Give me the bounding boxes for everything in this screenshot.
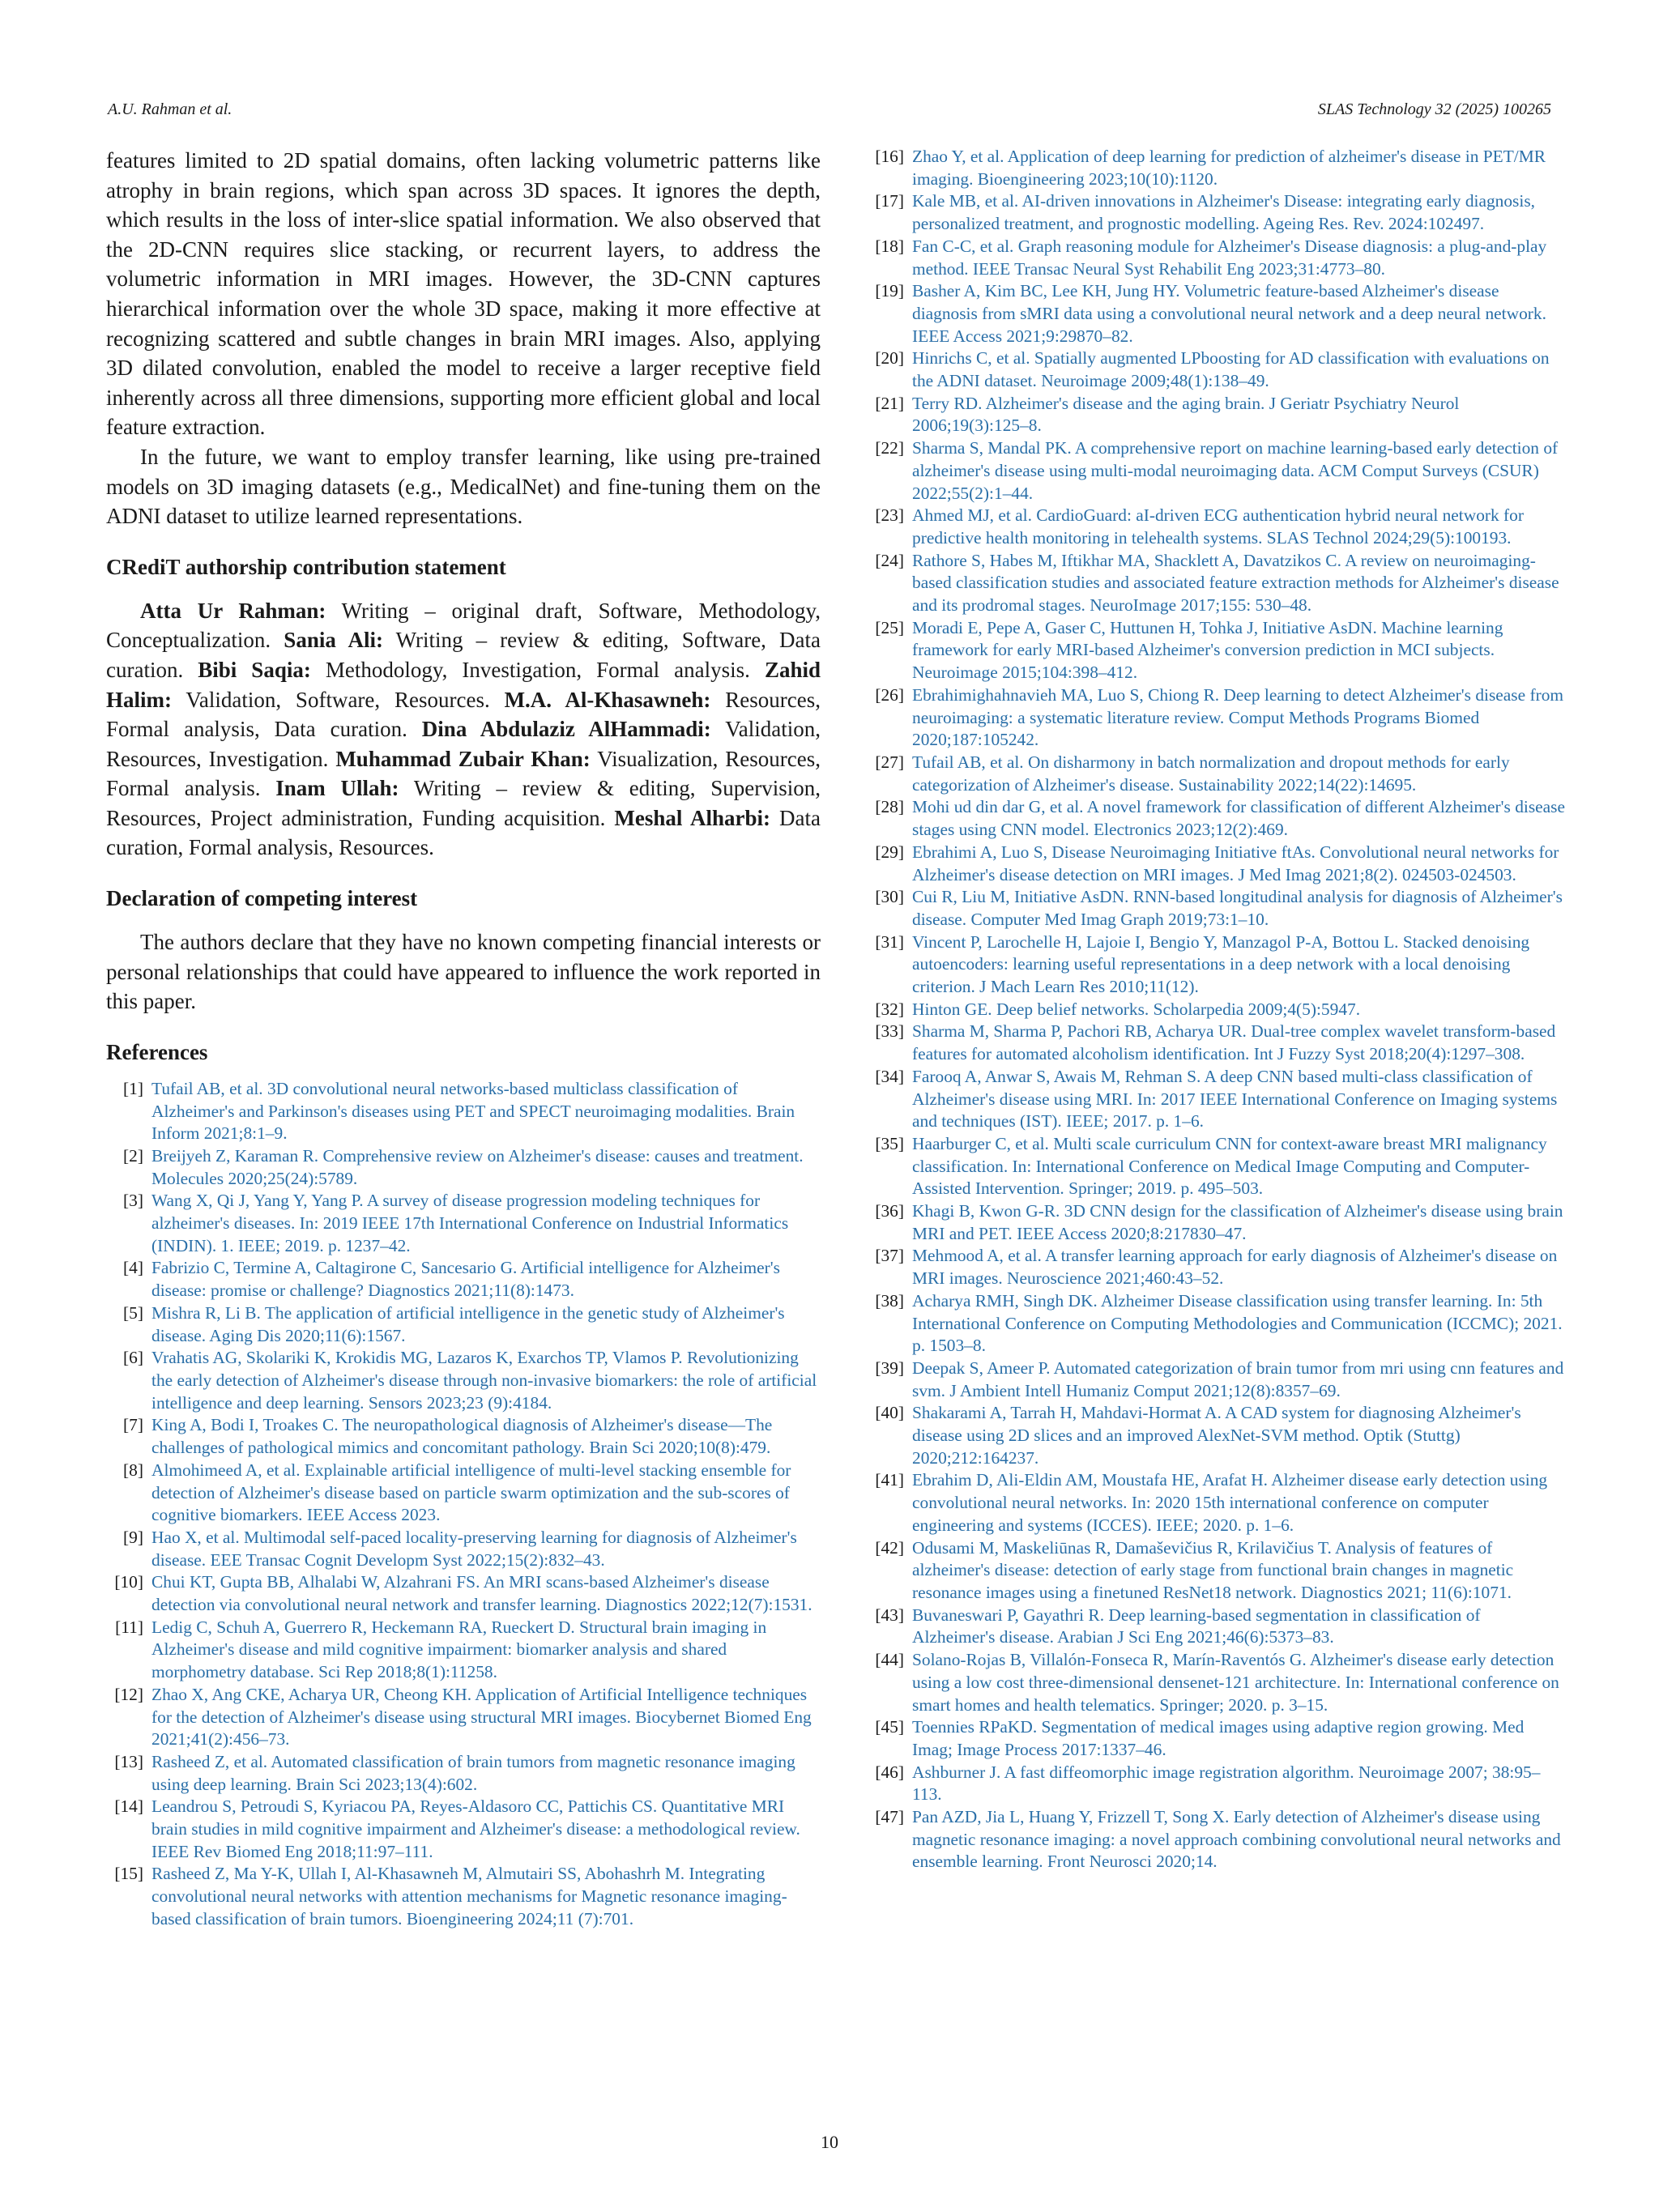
reference-item: [867, 1806, 1565, 1873]
reference-item: [867, 999, 1565, 1021]
reference-link[interactable]: Sharma S, Mandal PK. A comprehensive report on machine learning-based early detection of alzheimer's disease using multi-modal neuroimaging data. ACM Comput Surveys (CSUR) 2022;55(2):1–44.: [912, 438, 1559, 503]
reference-link[interactable]: Almohimeed A, et al. Explainable artificial intelligence of multi-level stacking ensemble for detection of Alzheimer's disease based on particle swarm optimization and the sub-scores of cognitive biomarkers. IEEE Access 2023.: [151, 1460, 791, 1525]
reference-link[interactable]: Basher A, Kim BC, Lee KH, Jung HY. Volumetric feature-based Alzheimer's disease diagnosis from sMRI data using a convolutional neural network and a deep neural network. IEEE Access 2021;9:29870–82.: [912, 281, 1546, 346]
reference-item: [106, 1751, 821, 1796]
credit-author-roles: Methodology, Investigation, Formal analysis.: [310, 657, 765, 682]
reference-list-left: [106, 1078, 821, 1931]
reference-number: [47]: [875, 1807, 904, 1827]
reference-link[interactable]: Acharya RMH, Singh DK. Alzheimer Disease classification using transfer learning. In: 5th International Conference on Computing Methodologies and Communication (ICCMC); 2021. p. 1503–8.: [912, 1290, 1563, 1356]
reference-item: [106, 1460, 821, 1527]
reference-link[interactable]: Khagi B, Kwon G-R. 3D CNN design for the classification of Alzheimer's disease using brain MRI and PET. IEEE Access 2020;8:217830–47.: [912, 1201, 1563, 1243]
reference-number: [20]: [875, 348, 904, 369]
reference-number: [32]: [875, 999, 904, 1019]
reference-item: [106, 1684, 821, 1751]
reference-item: [106, 1571, 821, 1616]
reference-number: [26]: [875, 684, 904, 705]
reference-item: [867, 1290, 1565, 1357]
reference-number: [36]: [875, 1201, 904, 1221]
reference-number: [31]: [875, 931, 904, 952]
reference-number: [28]: [875, 797, 904, 817]
reference-link[interactable]: Ahmed MJ, et al. CardioGuard: aI-driven ECG authentication hybrid neural network for predictive health monitoring in telehealth systems. SLAS Technol 2024;29(5):100193.: [912, 505, 1524, 548]
reference-link[interactable]: Ledig C, Schuh A, Guerrero R, Heckemann RA, Rueckert D. Structural brain imaging in Alzheimer's disease and mild cognitive impairment: biomarker analysis and shared morphometry database. Sci Rep 2018;8(1):11258.: [151, 1617, 767, 1682]
reference-number: [22]: [875, 438, 904, 458]
reference-number: [7]: [123, 1415, 143, 1435]
credit-author-name: Dina Abdulaziz AlHammadi:: [421, 717, 711, 742]
reference-link[interactable]: Hao X, et al. Multimodal self-paced locality-preserving learning for diagnosis of Alzheimer's disease. EEE Transac Cognit Developm Syst 2022;15(2):832–43.: [151, 1527, 797, 1570]
reference-link[interactable]: Vincent P, Larochelle H, Lajoie I, Bengio Y, Manzagol P-A, Bottou L. Stacked denoising autoencoders: learning useful representations in a deep network with a local denoising criterion. J Mach Learn Res 2010;11(12).: [912, 931, 1530, 997]
reference-item: [106, 1347, 821, 1414]
reference-link[interactable]: Terry RD. Alzheimer's disease and the aging brain. J Geriatr Psychiatry Neurol 2006;19(3):125–8.: [912, 393, 1460, 436]
reference-number: [30]: [875, 887, 904, 907]
body-paragraph: In the future, we want to employ transfer learning, like using pre-trained models on 3D imaging datasets (e.g., MedicalNet) and fine-tuning them on the ADNI dataset to utilize learned representations.: [106, 444, 821, 529]
reference-link[interactable]: Moradi E, Pepe A, Gaser C, Huttunen H, Tohka J, Initiative AsDN. Machine learning framework for early MRI-based Alzheimer's conversion prediction in MCI subjects. Neuroimage 2015;104:398–412.: [912, 617, 1503, 683]
reference-number: [35]: [875, 1133, 904, 1153]
reference-item: [867, 236, 1565, 280]
reference-item: [106, 1414, 821, 1459]
reference-link[interactable]: Hinton GE. Deep belief networks. Scholarpedia 2009;4(5):5947.: [912, 999, 1361, 1019]
credit-author-name: Muhammad Zubair Khan:: [335, 746, 591, 771]
reference-link[interactable]: Deepak S, Ameer P. Automated categorization of brain tumor from mri using cnn features and svm. J Ambient Intell Humaniz Comput 2021;12(8):8357–69.: [912, 1357, 1564, 1400]
reference-item: [106, 1190, 821, 1257]
reference-link[interactable]: Shakarami A, Tarrah H, Mahdavi-Hormat A. A CAD system for diagnosing Alzheimer's disease using 2D slices and an improved AlexNet-SVM method. Optik (Stuttg) 2020;212:164237.: [912, 1403, 1521, 1468]
reference-link[interactable]: Hinrichs C, et al. Spatially augmented LPboosting for AD classification with evaluations on the ADNI dataset. Neuroimage 2009;48(1):138–49.: [912, 348, 1550, 391]
reference-number: [19]: [875, 281, 904, 301]
reference-number: [14]: [114, 1796, 143, 1817]
reference-item: [867, 1649, 1565, 1716]
reference-link[interactable]: Rasheed Z, Ma Y-K, Ullah I, Al-Khasawneh M, Almutairi SS, Abohashrh M. Integrating convolutional neural networks with attention mechanisms for Magnetic resonance imaging-based classification of brain tumors. Bioengineering 2024;11 (7):701.: [151, 1864, 787, 1929]
reference-number: [4]: [123, 1258, 143, 1278]
reference-number: [10]: [114, 1572, 143, 1592]
reference-item: [867, 1245, 1565, 1289]
reference-number: [40]: [875, 1403, 904, 1423]
reference-item: [867, 393, 1565, 437]
left-column: [106, 146, 821, 1931]
reference-item: [867, 550, 1565, 617]
reference-item: [867, 280, 1565, 347]
reference-link[interactable]: Tufail AB, et al. 3D convolutional neural networks-based multiclass classification of Alzheimer's and Parkinson's diseases using PET and SPECT neuroimaging modalities. Brain Inform 2021;8:1–9.: [151, 1078, 795, 1144]
page-number: 10: [821, 2132, 838, 2152]
reference-item: [867, 190, 1565, 235]
reference-item: [867, 437, 1565, 505]
reference-item: [106, 1796, 821, 1863]
credit-author-name: Inam Ullah:: [275, 776, 399, 801]
credit-statement: [106, 596, 821, 863]
credit-author-name: Meshal Alharbi:: [614, 805, 770, 830]
reference-list-right: [867, 146, 1565, 1873]
reference-item: [867, 1133, 1565, 1200]
reference-item: [867, 1469, 1565, 1536]
credit-heading: CRediT authorship contribution statement: [106, 554, 506, 579]
reference-link[interactable]: Rasheed Z, et al. Automated classification of brain tumors from magnetic resonance imaging using deep learning. Brain Sci 2023;13(4):602.: [151, 1751, 795, 1794]
reference-item: [867, 796, 1565, 841]
reference-item: [867, 1762, 1565, 1806]
reference-link[interactable]: Mohi ud din dar G, et al. A novel framework for classification of different Alzheimer's disease stages using CNN model. Electronics 2023;12(2):469.: [912, 797, 1565, 840]
reference-number: [24]: [875, 550, 904, 570]
reference-number: [18]: [875, 236, 904, 256]
reference-item: [867, 752, 1565, 796]
reference-item: [106, 1863, 821, 1930]
reference-link[interactable]: Fabrizio C, Termine A, Caltagirone C, Sancesario G. Artificial intelligence for Alzheimer's disease: promise or challenge? Diagnostics 2021;11(8):1473.: [151, 1258, 780, 1301]
reference-link[interactable]: Rathore S, Habes M, Iftikhar MA, Shacklett A, Davatzikos C. A review on neuroimaging-based classification studies and associated feature extraction methods for Alzheimer's disease and its prodromal stages. NeuroImage 2017;155: 530–48.: [912, 550, 1559, 616]
reference-number: [15]: [114, 1864, 143, 1884]
credit-author-roles: Writing – review & editing, Supervision, Resources, Project administration, Funding acquisition.: [106, 776, 821, 830]
reference-item: [867, 617, 1565, 684]
reference-item: [867, 1357, 1565, 1402]
reference-link[interactable]: Chui KT, Gupta BB, Alhalabi W, Alzahrani FS. An MRI scans-based Alzheimer's disease detection via convolutional neural network and transfer learning. Diagnostics 2022;12(7):1531.: [151, 1572, 812, 1615]
reference-number: [43]: [875, 1605, 904, 1625]
references-heading: References: [106, 1039, 208, 1064]
reference-number: [45]: [875, 1717, 904, 1737]
reference-link[interactable]: Mehmood A, et al. A transfer learning approach for early diagnosis of Alzheimer's disease on MRI images. Neuroscience 2021;460:43–52.: [912, 1246, 1558, 1289]
reference-item: [867, 684, 1565, 752]
credit-author-name: Sania Ali:: [284, 628, 383, 653]
reference-link[interactable]: Breijyeh Z, Karaman R. Comprehensive review on Alzheimer's disease: causes and treatment. Molecules 2020;25(24):5789.: [151, 1145, 804, 1188]
reference-number: [8]: [123, 1460, 143, 1480]
credit-author-roles: Validation, Software, Resources.: [172, 687, 505, 712]
declaration-text: The authors declare that they have no known competing financial interests or personal relationships that could have appeared to influence the work reported in this paper.: [106, 930, 821, 1014]
reference-item: [106, 1145, 821, 1190]
reference-number: [17]: [875, 191, 904, 211]
reference-link[interactable]: Ebrahimi A, Luo S, Disease Neuroimaging Initiative ftAs. Convolutional neural networks for Alzheimer's disease detection on MRI images. J Med Imag 2021;8(2). 024503-024503.: [912, 842, 1559, 884]
reference-number: [9]: [123, 1527, 143, 1547]
credit-author-roles: Writing – review & editing, Software, Data curation.: [106, 628, 821, 682]
reference-item: [106, 1527, 821, 1571]
reference-item: [867, 505, 1565, 549]
reference-link[interactable]: Odusami M, Maskeliūnas R, Damaševičius R, Krilavičius T. Analysis of features of alzheimer's disease: detection of early stage from functional brain changes in magnetic resonance images using a finetuned ResNet18 network. Diagnostics 2021; 11(6):1071.: [912, 1537, 1514, 1602]
reference-number: [46]: [875, 1762, 904, 1782]
credit-author-name: Zahid Halim:: [106, 657, 821, 712]
right-column: [867, 146, 1565, 1873]
reference-item: [867, 1200, 1565, 1245]
reference-link[interactable]: Fan C-C, et al. Graph reasoning module for Alzheimer's Disease diagnosis: a plug-and-play method. IEEE Transac Neural Syst Rehabilit Eng 2023;31:4773–80.: [912, 236, 1547, 279]
reference-link[interactable]: Ebrahimighahnavieh MA, Luo S, Chiong R. Deep learning to detect Alzheimer's disease from neuroimaging: a systematic literature review. Comput Methods Programs Biomed 2020;187:105242.: [912, 684, 1564, 750]
reference-number: [21]: [875, 393, 904, 413]
reference-link[interactable]: Sharma M, Sharma P, Pachori RB, Acharya UR. Dual-tree complex wavelet transform-based features for automated alcoholism identification. Int J Fuzzy Syst 2018;20(4):1297–308.: [912, 1021, 1556, 1064]
reference-item: [867, 1605, 1565, 1649]
reference-number: [12]: [114, 1684, 143, 1704]
reference-link[interactable]: Mishra R, Li B. The application of artificial intelligence in the genetic study of Alzheimer's disease. Aging Dis 2020;11(6):1567.: [151, 1302, 785, 1345]
reference-number: [27]: [875, 752, 904, 772]
reference-item: [867, 347, 1565, 392]
reference-link[interactable]: Farooq A, Anwar S, Awais M, Rehman S. A deep CNN based multi-class classification of Alzheimer's disease using MRI. In: 2017 IEEE International Conference on Imaging systems and techniques (IST). IEEE; 2017. p. 1–6.: [912, 1066, 1558, 1132]
reference-link[interactable]: Zhao Y, et al. Application of deep learning for prediction of alzheimer's disease in PET/MR imaging. Bioengineering 2023;10(10):1120.: [912, 147, 1546, 189]
reference-number: [2]: [123, 1145, 143, 1166]
credit-author-roles: Writing – original draft, Software, Methodology, Conceptualization.: [106, 598, 821, 653]
reference-number: [38]: [875, 1290, 904, 1311]
reference-item: [867, 1716, 1565, 1761]
reference-link[interactable]: Buvaneswari P, Gayathri R. Deep learning-based segmentation in classification of Alzheimer's disease. Arabian J Sci Eng 2021;46(6):5373–83.: [912, 1605, 1481, 1647]
reference-item: [106, 1617, 821, 1684]
credit-author-name: Bibi Saqia:: [198, 657, 311, 682]
reference-link[interactable]: Ashburner J. A fast diffeomorphic image registration algorithm. Neuroimage 2007; 38:95–113.: [912, 1762, 1541, 1805]
declaration-heading: Declaration of competing interest: [106, 886, 418, 911]
credit-author-roles: Validation, Resources, Investigation.: [106, 717, 821, 771]
reference-item: [106, 1257, 821, 1302]
credit-author-name: Atta Ur Rahman:: [140, 598, 326, 623]
reference-item: [867, 1066, 1565, 1133]
reference-number: [3]: [123, 1191, 143, 1211]
reference-link[interactable]: King A, Bodi I, Troakes C. The neuropathological diagnosis of Alzheimer's disease—The challenges of pathological mimics and concomitant pathology. Brain Sci 2020;10(8):479.: [151, 1415, 773, 1458]
reference-number: [6]: [123, 1348, 143, 1368]
credit-author-roles: Data curation, Formal analysis, Resources.: [106, 805, 821, 860]
reference-number: [39]: [875, 1357, 904, 1378]
reference-item: [106, 1078, 821, 1145]
running-head-journal: SLAS Technology 32 (2025) 100265: [1317, 100, 1551, 118]
reference-link[interactable]: Solano-Rojas B, Villalón-Fonseca R, Marín-Raventós G. Alzheimer's disease early detection using a low cost three-dimensional densenet-121 architecture. In: International conference on smart homes and health telematics. Springer; 2020. p. 3–15.: [912, 1650, 1559, 1715]
reference-link[interactable]: Pan AZD, Jia L, Huang Y, Frizzell T, Song X. Early detection of Alzheimer's disease using magnetic resonance imaging: a novel approach combining convolutional neural networks and ensemble learning. Front Neurosci 2020;14.: [912, 1807, 1561, 1872]
reference-number: [42]: [875, 1537, 904, 1558]
reference-number: [23]: [875, 505, 904, 526]
reference-item: [106, 1302, 821, 1347]
reference-link[interactable]: Leandrou S, Petroudi S, Kyriacou PA, Reyes-Aldasoro CC, Pattichis CS. Quantitative MRI brain studies in mild cognitive impairment and Alzheimer's disease: a methodological review. IEEE Rev Biomed Eng 2018;11:97–111.: [151, 1796, 800, 1861]
reference-link[interactable]: Zhao X, Ang CKE, Acharya UR, Cheong KH. Application of Artificial Intelligence techniques for the detection of Alzheimer's disease using structural MRI images. Biocybernet Biomed Eng 2021;41(2):456–73.: [151, 1684, 812, 1750]
reference-item: [867, 1021, 1565, 1065]
reference-number: [25]: [875, 617, 904, 637]
reference-item: [867, 931, 1565, 999]
reference-number: [29]: [875, 842, 904, 862]
reference-item: [867, 1402, 1565, 1469]
reference-link[interactable]: Kale MB, et al. AI-driven innovations in Alzheimer's Disease: integrating early diagnosis, personalized treatment, and prognostic modelling. Ageing Res. Rev. 2024:102497.: [912, 191, 1535, 234]
reference-number: [1]: [123, 1078, 143, 1098]
reference-number: [33]: [875, 1021, 904, 1042]
reference-number: [34]: [875, 1066, 904, 1086]
reference-number: [16]: [875, 147, 904, 166]
body-paragraph: features limited to 2D spatial domains, often lacking volumetric patterns like atrophy in brain regions, which span across 3D spaces. It ignores the depth, which results in the loss of inter-slice spatial information. We also observed that the 2D-CNN requires slice stacking, or recurrent layers, to address the volumetric information in MRI images. However, the 3D-CNN captures hierarchical information over the whole 3D space, making it more effective at recognizing scattered and subtle changes in brain MRI images. Also, applying 3D dilated convolution, enabled the model to receive a larger receptive field inherently across all three dimensions, supporting more efficient global and local feature extraction.: [106, 148, 821, 440]
reference-link[interactable]: Tufail AB, et al. On disharmony in batch normalization and dropout methods for early categorization of Alzheimer's disease. Sustainability 2022;14(22):14695.: [912, 752, 1510, 795]
reference-link[interactable]: Vrahatis AG, Skolariki K, Krokidis MG, Lazaros K, Exarchos TP, Vlamos P. Revolutionizing the early detection of Alzheimer's disease through non-invasive biomarkers: the role of artificial intelligence and deep learning. Sensors 2023;23 (9):4184.: [151, 1348, 817, 1413]
credit-author-name: M.A. Al-Khasawneh:: [504, 687, 711, 712]
reference-number: [37]: [875, 1246, 904, 1266]
reference-link[interactable]: Ebrahim D, Ali-Eldin AM, Moustafa HE, Arafat H. Alzheimer disease early detection using convolutional neural networks. In: 2020 15th international conference on computer engineering and systems (ICCES). IEEE; 2020. p. 1–6.: [912, 1470, 1548, 1535]
reference-item: [867, 886, 1565, 931]
reference-item: [867, 842, 1565, 886]
reference-item: [867, 146, 1565, 190]
running-head-authors: A.U. Rahman et al.: [108, 100, 232, 118]
reference-link[interactable]: Cui R, Liu M, Initiative AsDN. RNN-based longitudinal analysis for diagnosis of Alzheimer's disease. Computer Med Imag Graph 2019;73:1–10.: [912, 887, 1563, 929]
credit-author-roles: Visualization, Resources, Formal analysis.: [106, 746, 821, 801]
reference-link[interactable]: Wang X, Qi J, Yang Y, Yang P. A survey of disease progression modeling techniques for alzheimer's diseases. In: 2019 IEEE 17th International Conference on Industrial Informatics (INDIN). 1. IEEE; 2019. p. 1237–42.: [151, 1191, 789, 1255]
reference-link[interactable]: Toennies RPaKD. Segmentation of medical images using adaptive region growing. Med Imag; Image Process 2017:1337–46.: [912, 1717, 1525, 1759]
reference-number: [13]: [114, 1751, 143, 1771]
reference-number: [5]: [123, 1302, 143, 1323]
reference-number: [41]: [875, 1470, 904, 1490]
reference-number: [11]: [115, 1617, 143, 1637]
credit-author-roles: Resources, Formal analysis, Data curation.: [106, 687, 821, 742]
reference-item: [867, 1537, 1565, 1605]
reference-number: [44]: [875, 1650, 904, 1670]
reference-link[interactable]: Haarburger C, et al. Multi scale curriculum CNN for context-aware breast MRI malignancy classification. In: International Conference on Medical Image Computing and Computer-Assisted Intervention. Springer; 2019. p. 495–503.: [912, 1133, 1547, 1199]
